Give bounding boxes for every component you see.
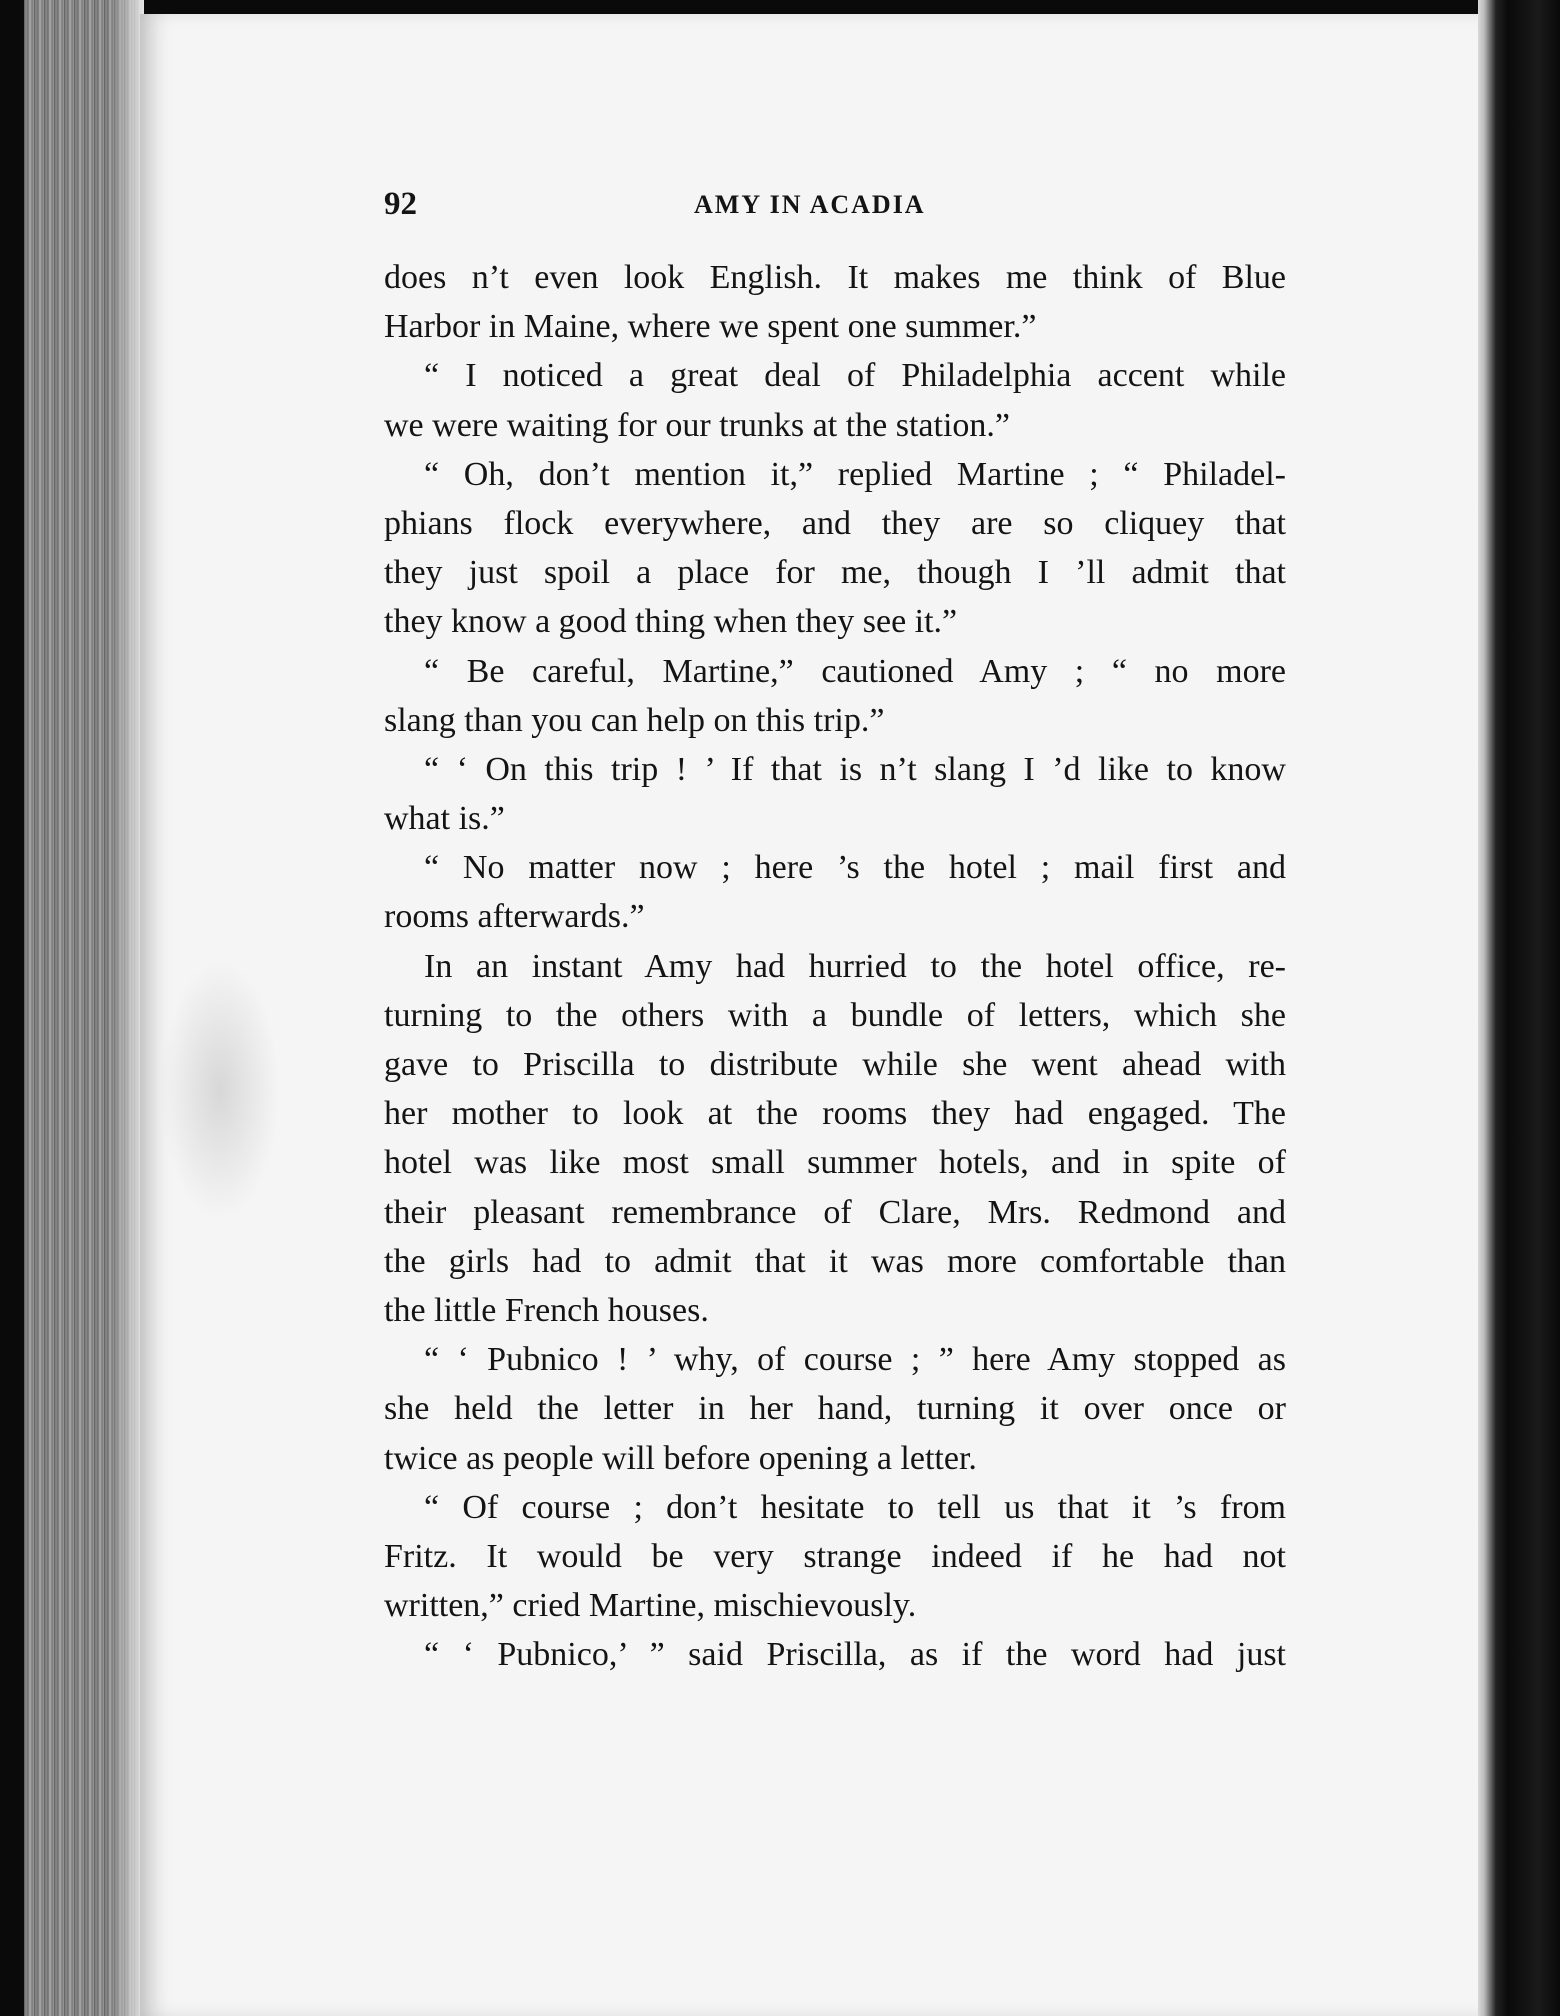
text-line: does n’t even look English. It makes me think of Blue [384, 259, 1286, 296]
text-line: “ Oh, don’t mention it,” replied Martine ; “ Philadel- [424, 455, 1286, 493]
text-line: what is.” [384, 800, 505, 838]
binding-edge [1478, 0, 1560, 2016]
running-title: AMY IN ACADIA [694, 190, 926, 219]
text-line: “ I noticed a great deal of Philadelphia accent while [424, 357, 1286, 395]
text-line: “ ‘ On this trip ! ’ If that is n’t slang I ’d like to know [424, 750, 1286, 788]
text-line: her mother to look at the rooms they had engaged. The [384, 1095, 1286, 1133]
text-line: written,” cried Martine, mischievously. [384, 1587, 917, 1625]
text-line: “ ‘ Pubnico ! ’ why, of course ; ” here Amy stopped as [424, 1341, 1286, 1379]
text-line: hotel was like most small summer hotels, and in spite of [384, 1144, 1286, 1182]
text-line: they just spoil a place for me, though I ’ll admit that [384, 554, 1286, 592]
text-line: they know a good thing when they see it.” [384, 603, 958, 641]
text-line: the little French houses. [384, 1291, 709, 1329]
text-line: the girls had to admit that it was more comfortable than [384, 1242, 1286, 1280]
text-line: Harbor in Maine, where we spent one summer.” [384, 308, 1037, 346]
text-line: “ No matter now ; here ’s the hotel ; mail first and [424, 849, 1286, 887]
body-text [384, 253, 1286, 1679]
text-line: Fritz. It would be very strange indeed if he had not [384, 1537, 1286, 1575]
text-line: slang than you can help on this trip.” [384, 701, 885, 739]
page-smudge [160, 960, 280, 1220]
page-edges [24, 0, 144, 2016]
text-line: “ ‘ Pubnico,’ ” said Priscilla, as if the word had just [424, 1636, 1286, 1674]
text-line: twice as people will before opening a letter. [384, 1439, 977, 1477]
text-line: turning to the others with a bundle of letters, which she [384, 996, 1286, 1034]
text-line: “ Be careful, Martine,” cautioned Amy ; “ no more [424, 652, 1286, 690]
text-line: gave to Priscilla to distribute while she went ahead with [384, 1046, 1286, 1083]
text-line: their pleasant remembrance of Clare, Mrs. Redmond and [384, 1193, 1286, 1231]
text-line: we were waiting for our trunks at the station.” [384, 406, 1010, 444]
text-line: “ Of course ; don’t hesitate to tell us that it ’s from [424, 1488, 1286, 1526]
text-line: she held the letter in her hand, turning it over once or [384, 1390, 1286, 1428]
page-number: 92 [384, 186, 417, 222]
text-line: rooms afterwards.” [384, 898, 645, 936]
text-line: In an instant Amy had hurried to the hotel office, re- [424, 947, 1286, 985]
text-line: phians flock everywhere, and they are so cliquey that [384, 504, 1286, 542]
page-header [384, 186, 1284, 230]
